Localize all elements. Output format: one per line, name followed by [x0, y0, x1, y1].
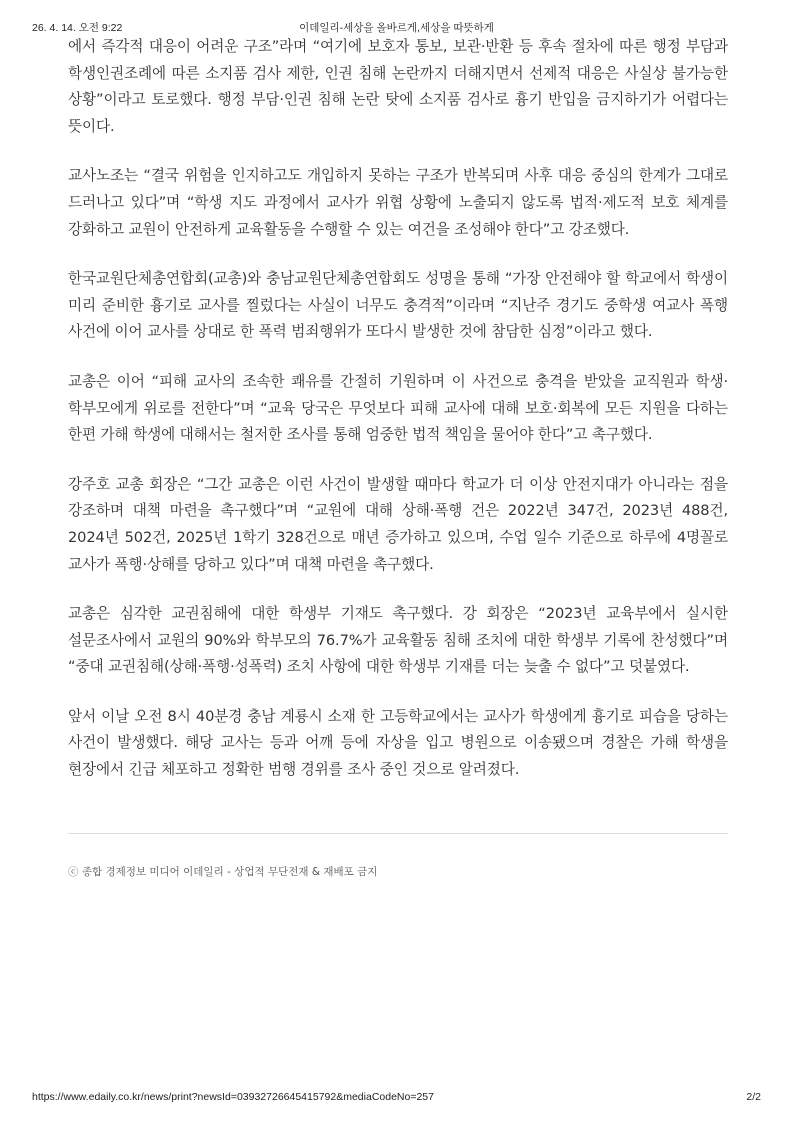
article-paragraph: 앞서 이날 오전 8시 40분경 충남 계룡시 소재 한 고등학교에서는 교사가 학생에게 흉기로 피습을 당하는 사건이 발생했다. 해당 교사는 등과 어깨 등에 자상을 입고 병원으로 이송됐으며 경찰은 가해 학생을 현장에서 긴급 체포하고 정확한 범행 경위를 조사 중인 것으로 알려졌다.: [68, 707, 728, 779]
article-divider: [68, 833, 728, 834]
print-page-title: 이데일리-세상을 올바르게,세상을 따뜻하게: [299, 22, 494, 34]
article-paragraph: 교총은 이어 “피해 교사의 조속한 쾌유를 간절히 기원하며 이 사건으로 충격을 받았을 교직원과 학생·학부모에게 위로를 전한다”며 “교육 당국은 무엇보다 피해 교사에 대해 보호·회복에 모든 지원을 다하는 한편 가해 학생에 대해서는 철저한 조사를 통해 엄중한 법적 책임을 물어야 한다”고 촉구했다.: [68, 372, 728, 444]
print-header: [32, 20, 761, 34]
article-paragraph: 한국교원단체총연합회(교총)와 충남교원단체총연합회도 성명을 통해 “가장 안전해야 할 학교에서 학생이 미리 준비한 흉기로 교사를 찔렀다는 사실이 너무도 충격적”이라며 “지난주 경기도 중학생 여교사 폭행 사건에 이어 교사를 상대로 한 폭력 범죄행위가 또다시 발생한 것에 참담한 심정”이라고 했다.: [68, 270, 728, 341]
article-paragraph: 교총은 심각한 교권침해에 대한 학생부 기재도 촉구했다. 강 회장은 “2023년 교육부에서 실시한 설문조사에서 교원의 90%와 학부모의 76.7%가 교육활동 침해 조치에 대한 학생부 기록에 찬성했다”며 “중대 교권침해(상해·폭행·성폭력) 조치 사항에 대한 학생부 기재를 더는 늦출 수 없다”고 덧붙였다.: [68, 605, 728, 676]
print-date: 26. 4. 14. 오전 9:22: [32, 22, 123, 34]
article-body: [68, 34, 728, 807]
article-paragraph: 강주호 교총 회장은 “그간 교총은 이런 사건이 발생할 때마다 학교가 더 이상 안전지대가 아니라는 점을 강조하며 대책 마련을 촉구했다”며 “교원에 대해 상해·폭행 건은 2022년 347건, 2023년 488건, 2024년 502건, 2025년 1학기 328건으로 매년 증가하고 있으며, 수업 일수 기준으로 하루에 4명꼴로 교사가 폭행·상해를 당하고 있다”며 대책 마련을 촉구했다.: [68, 475, 728, 573]
print-url: https://www.edaily.co.kr/news/print?newsId=03932726645415792&mediaCodeNo=257: [32, 1091, 434, 1103]
article-paragraph: 교사노조는 “결국 위험을 인지하고도 개입하지 못하는 구조가 반복되며 사후 대응 중심의 한계가 그대로 드러나고 있다”며 “학생 지도 과정에서 교사가 위협 상황에 노출되지 않도록 법적·제도적 보호 체계를 강화하고 교원이 안전하게 교육활동을 수행할 수 있는 여건을 조성해야 한다”고 강조했다.: [68, 167, 728, 238]
page-number: 2/2: [746, 1091, 761, 1103]
article-paragraph: 에서 즉각적 대응이 어려운 구조”라며 “여기에 보호자 통보, 보관·반환 등 후속 절차에 따른 행정 부담과 학생인권조례에 따른 소지품 검사 제한, 인권 침해 논란까지 더해지면서 선제적 대응은 사실상 불가능한 상황”이라고 토로했다. 행정 부담·인권 침해 논란 탓에 소지품 검사로 흉기 반입을 금지하기가 어렵다는 뜻이다.: [68, 38, 728, 135]
copyright-notice: ⓒ 종합 경제정보 미디어 이데일리 - 상업적 무단전재 & 재배포 금지: [68, 866, 378, 878]
print-footer: [32, 1091, 761, 1105]
